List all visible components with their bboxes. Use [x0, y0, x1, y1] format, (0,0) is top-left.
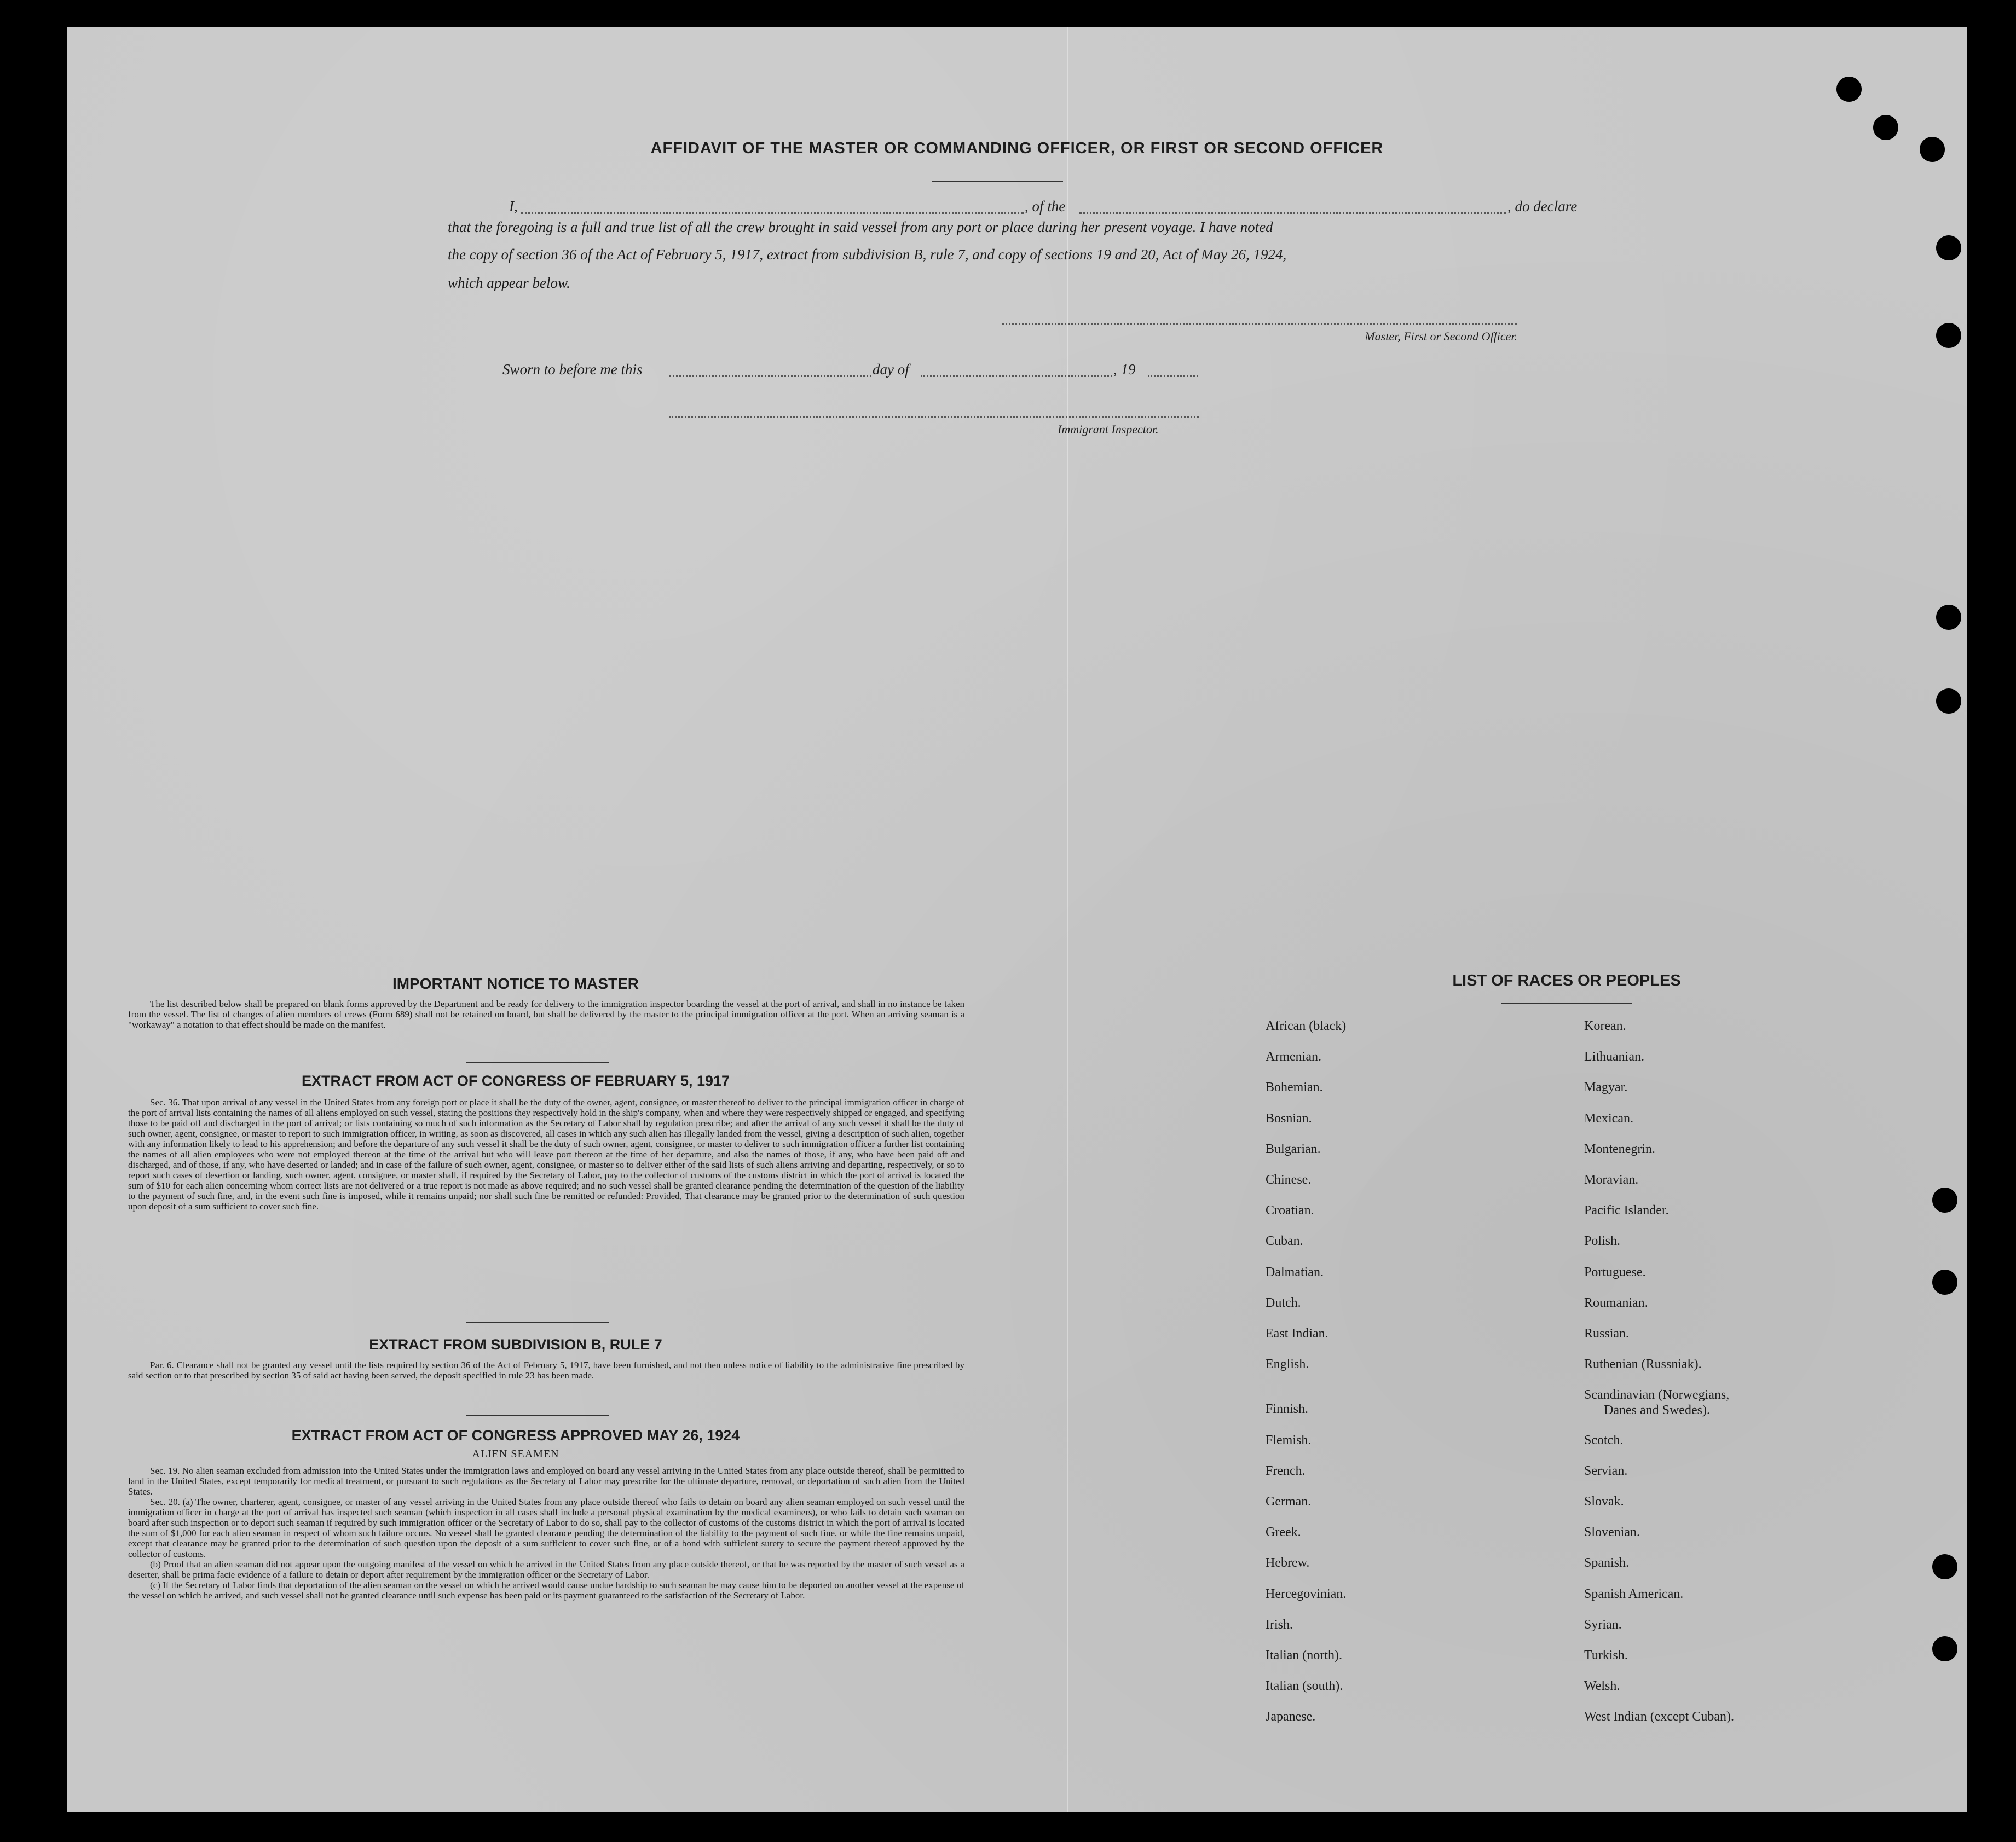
race-item: Flemish. [1266, 1433, 1312, 1447]
sec-20b-paragraph: (b) Proof that an alien seaman did not appear upon the outgoing manifest of the vessel on which he arrived in the United States from any place outside thereof, or that he was reported by the master of such vessel as a deserter, shall be prima facie evidence of a failure to detain or deport after requirement by the immigration officer or the Secretary of Labor. [128, 1559, 964, 1580]
race-item: Italian (north). [1266, 1648, 1342, 1663]
race-item: Servian. [1584, 1464, 1628, 1478]
of-the-label: , of the [1025, 198, 1066, 215]
extract-1924-title: EXTRACT FROM ACT OF CONGRESS APPROVED MAY 26, 1924 [291, 1427, 740, 1444]
affidavit-title-rule [932, 181, 1063, 182]
race-item: West Indian (except Cuban). [1584, 1710, 1734, 1724]
race-item: Syrian. [1584, 1618, 1622, 1632]
extract-rule7-title: EXTRACT FROM SUBDIVISION B, RULE 7 [369, 1336, 662, 1353]
section-divider [466, 1322, 609, 1323]
binder-hole [1936, 235, 1961, 260]
binder-hole [1873, 115, 1898, 140]
race-item: African (black) [1266, 1019, 1347, 1033]
race-item: Spanish American. [1584, 1587, 1684, 1601]
race-item: Scotch. [1584, 1433, 1624, 1447]
extract-rule7-text [128, 1360, 964, 1381]
sec-20a-paragraph: Sec. 20. (a) The owner, charterer, agent, consignee, or master of any vessel arriving in the United States from any place outside thereof who fails to detain on board any alien seaman employed on such vessel until the immigration officer in charge at the port of arrival has inspected such seaman (which inspection in all cases shall include a personal physical examination by the medical examiners), or who fails to detain such seaman on board after such inspection or to deport such seaman if required by such immigration officer or the Secretary of Labor to do so, shall pay to the collector of customs of the customs district in which the port of arrival is located the sum of $1,000 for each alien seaman in respect of whom such failure occurs. No vessel shall be granted clearance pending the determination of the liability to the payment of such fine, or while the fine remains unpaid, except that clearance may be granted prior to the determination of such question upon the deposit of a sum sufficient to cover such fine, or of a bond with sufficient surety to secure the payment thereof approved by the collector of customs. [128, 1497, 964, 1559]
race-item: Lithuanian. [1584, 1050, 1644, 1064]
extract-1924-text [128, 1466, 964, 1601]
race-item: Italian (south). [1266, 1679, 1343, 1693]
extract-1917-title: EXTRACT FROM ACT OF CONGRESS OF FEBRUARY 5, 1917 [301, 1073, 730, 1089]
binder-hole [1936, 323, 1961, 348]
race-item: Hebrew. [1266, 1556, 1310, 1570]
race-item: German. [1266, 1495, 1312, 1509]
sworn-prefix: Sworn to before me this [502, 361, 643, 378]
inspector-label: Immigrant Inspector. [1058, 422, 1159, 436]
year-prefix: , 19 [1113, 361, 1136, 378]
notice-paragraph: The list described below shall be prepared on blank forms approved by the Department and be ready for delivery to the immigration inspector boarding the vessel at the port of arrival, and shall in no instance be taken from the vessel. The list of changes of alien members of crews (Form 689) shall not be retained on board, but shall be delivered by the master to the principal immigration officer at the port. When an arriving seaman is a "workaway" a notation to that effect should be made on the manifest. [128, 999, 964, 1030]
race-item: Bohemian. [1266, 1080, 1323, 1094]
par-6-paragraph: Par. 6. Clearance shall not be granted any vessel until the lists required by section 36 of the Act of February 5, 1917, have been furnished, and not then unless notice of liability to the administrative fine prescribed by said section or to that prescribed by section 35 of said act having been served, the deposit specified in rule 23 has been made. [128, 1360, 964, 1381]
race-item: Ruthenian (Russniak). [1584, 1357, 1702, 1371]
race-item: Finnish. [1266, 1402, 1309, 1416]
section-divider [466, 1415, 609, 1416]
race-item: French. [1266, 1464, 1306, 1478]
races-title: LIST OF RACES OR PEOPLES [1452, 972, 1681, 989]
document-page [67, 27, 1967, 1812]
races-title-rule [1501, 1003, 1632, 1004]
race-item: Bulgarian. [1266, 1142, 1321, 1156]
binder-hole [1836, 77, 1862, 102]
race-item: Welsh. [1584, 1679, 1620, 1693]
sworn-day-field[interactable] [669, 375, 871, 377]
alien-seamen-subtitle: ALIEN SEAMEN [472, 1448, 559, 1460]
binder-hole [1932, 1270, 1957, 1295]
race-item: Danes and Swedes). [1604, 1403, 1710, 1417]
inspector-signature-field[interactable] [669, 416, 1199, 418]
declarant-prefix: I, [509, 198, 518, 215]
race-item: Russian. [1584, 1327, 1630, 1341]
master-signature-field[interactable] [1002, 323, 1517, 325]
sworn-year-field[interactable] [1148, 375, 1198, 377]
race-item: East Indian. [1266, 1327, 1328, 1341]
race-item: Japanese. [1266, 1710, 1316, 1724]
race-item: Pacific Islander. [1584, 1203, 1669, 1218]
race-item: Chinese. [1266, 1173, 1312, 1187]
binder-hole [1936, 605, 1961, 630]
race-item: Hercegovinian. [1266, 1587, 1347, 1601]
binder-hole [1932, 1188, 1957, 1213]
race-item: English. [1266, 1357, 1309, 1371]
affidavit-body-line-3: the copy of section 36 of the Act of February 5, 1917, extract from subdivision B, rule 7, and copy of sections 19 and 20, Act of May 26, 1924, [448, 246, 1287, 263]
affidavit-body-line-4: which appear below. [448, 275, 570, 291]
race-item: Slovak. [1584, 1495, 1624, 1509]
race-item: Spanish. [1584, 1556, 1630, 1570]
extract-1917-text [128, 1097, 964, 1212]
sec-19-paragraph: Sec. 19. No alien seaman excluded from admission into the United States under the immigration laws and employed on board any vessel arriving in the United States from any place outside thereof, shall be permitted to land in the United States, except temporarily for medical treatment, or pursuant to such regulations as the Secretary of Labor may prescribe for the ultimate departure, removal, or deportation of such alien from the United States. [128, 1466, 964, 1497]
race-item: Roumanian. [1584, 1296, 1648, 1310]
page-fold-line [1067, 27, 1068, 1812]
race-item: Irish. [1266, 1618, 1293, 1632]
master-signature-label: Master, First or Second Officer. [1365, 329, 1517, 343]
binder-hole [1932, 1636, 1957, 1661]
race-item: Montenegrin. [1584, 1142, 1655, 1156]
race-item: Slovenian. [1584, 1525, 1640, 1539]
day-of-label: day of [873, 361, 909, 378]
declarant-name-field[interactable] [521, 212, 1024, 214]
vessel-name-field[interactable] [1079, 212, 1506, 214]
race-item: Mexican. [1584, 1111, 1633, 1126]
race-item: Polish. [1584, 1234, 1621, 1248]
race-item: Greek. [1266, 1525, 1301, 1539]
race-item: Turkish. [1584, 1648, 1628, 1663]
sec-20c-paragraph: (c) If the Secretary of Labor finds that deportation of the alien seaman on the vessel on which he arrived would cause undue hardship to such seaman he may cause him to be deported on another vessel at the expense of the vessel on which he arrived, and such vessel shall not be granted clearance until such expense has been paid or its payment guaranteed to the satisfaction of the Secretary of Labor. [128, 1580, 964, 1601]
affidavit-title: AFFIDAVIT OF THE MASTER OR COMMANDING OFFICER, OR FIRST OR SECOND OFFICER [650, 140, 1384, 157]
notice-title: IMPORTANT NOTICE TO MASTER [392, 975, 639, 992]
race-item: Dutch. [1266, 1296, 1301, 1310]
race-item: Portuguese. [1584, 1265, 1646, 1279]
binder-hole [1932, 1554, 1957, 1579]
race-item: Dalmatian. [1266, 1265, 1324, 1279]
race-item: Moravian. [1584, 1173, 1639, 1187]
sworn-month-field[interactable] [921, 375, 1112, 377]
race-item: Cuban. [1266, 1234, 1303, 1248]
race-item: Scandinavian (Norwegians, [1584, 1388, 1730, 1402]
race-item: Croatian. [1266, 1203, 1314, 1218]
affidavit-body-line-2: that the foregoing is a full and true list of all the crew brought in said vessel from any port or place during her present voyage. I have noted [448, 219, 1273, 235]
race-item: Armenian. [1266, 1050, 1321, 1064]
do-declare-label: , do declare [1507, 198, 1578, 215]
race-item: Magyar. [1584, 1080, 1628, 1094]
section-divider [466, 1062, 609, 1063]
sec-36-paragraph: Sec. 36. That upon arrival of any vessel in the United States from any foreign port or place it shall be the duty of the owner, agent, consignee, or master thereof to deliver to the principal immigration officer in charge of the port of arrival lists containing the names of all aliens employed on such vessel, stating the positions they respectively hold in the ship's company, when and where they were respectively shipped or engaged, and specifying those to be paid off and discharged in the port of arrival; or lists containing so much of such information as the Secretary of Labor shall by regulation prescribe; and after the arrival of any such vessel it shall be the duty of such owner, agent, consignee, or master to report to such immigration officer, in writing, as soon as discovered, all cases in which any such alien has illegally landed from the vessel, giving a description of such alien, together with any information likely to lead to his apprehension; and before the departure of any such vessel it shall be the duty of such owner, agent, consignee, or master to deliver to such immigration officer a further list containing the names of all alien employees who were not employed thereon at the time of the arrival but who will leave port thereon at the time of her departure, and also the names of those, if any, who have been paid off and discharged, and of those, if any, who have deserted or landed; and in case of the failure of such owner, agent, consignee, or master so to deliver either of the said lists of such aliens arriving and departing, respectively, or so to report such cases of desertion or landing, such owner, agent, consignee, or master shall, if required by the Secretary of Labor, pay to the collector of customs of the customs district in which the port of arrival is located the sum of $10 for each alien concerning whom correct lists are not delivered or a true report is not made as above required; and no such vessel shall be granted clearance pending the determination of the question of the liability to the payment of such fine, and, in the event such fine is imposed, while it remains unpaid; nor shall such fine be remitted or refunded: Provided, That clearance may be granted prior to the determination of such question upon deposit of a sum sufficient to cover such fine. [128, 1097, 964, 1212]
binder-hole [1936, 688, 1961, 714]
notice-text [128, 999, 964, 1030]
race-item: Bosnian. [1266, 1111, 1312, 1126]
race-item: Korean. [1584, 1019, 1626, 1033]
